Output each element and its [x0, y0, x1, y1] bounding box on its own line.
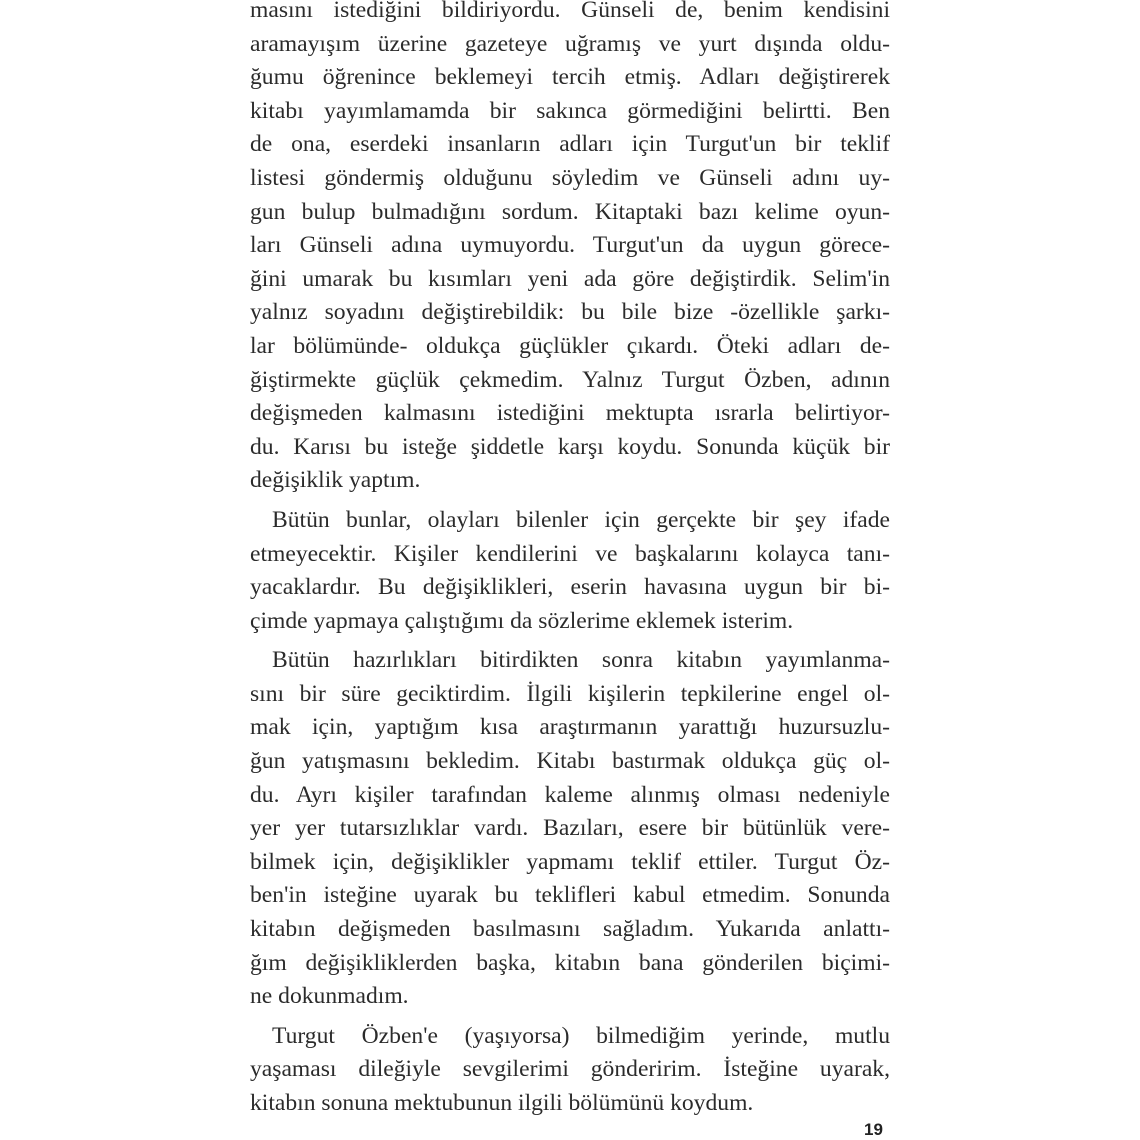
text-line: bilmek için, değişiklikler yapmamı teklif ettiler. Turgut Öz- — [250, 848, 890, 875]
text-line: yacaklardır. Bu değişiklikleri, eserin havasına uygun bir bi- — [250, 574, 890, 601]
text-line: ne dokunmadım. — [250, 983, 409, 1010]
text-line: mak için, yaptığım kısa araştırmanın yarattığı huzursuzlu- — [250, 714, 890, 741]
paragraph — [250, 644, 890, 1014]
text-line: yalnız soyadını değiştirebildik: bu bile bize -özellikle şarkı- — [250, 299, 890, 326]
text-line: ğiştirmekte güçlük çekmedim. Yalnız Turgut Özben, adının — [250, 366, 890, 393]
text-line: kitabın sonuna mektubunun ilgili bölümünü koydum. — [250, 1090, 754, 1116]
text-line: ben'in isteğine uyarak bu teklifleri kabul etmedim. Sonunda — [250, 882, 890, 909]
paragraph — [250, 504, 890, 638]
text-line: de ona, eserdeki insanların adları için Turgut'un bir teklif — [250, 131, 890, 158]
paragraph — [250, 0, 890, 498]
text-line: aramayışım üzerine gazeteye uğramış ve yurt dışında oldu- — [250, 30, 890, 57]
text-line: ları Günseli adına uymuyordu. Turgut'un da uygun görece- — [250, 232, 890, 259]
text-line: ğım değişikliklerden başka, kitabın bana gönderilen biçimi- — [250, 949, 890, 976]
text-line: du. Karısı bu isteğe şiddetle karşı koydu. Sonunda küçük bir — [250, 433, 890, 460]
text-line: sını bir süre geciktirdim. İlgili kişilerin tepkilerine engel ol- — [250, 680, 890, 707]
text-line: masını istediğini bildiriyordu. Günseli de, benim kendisini — [250, 0, 890, 23]
text-line: kitabın değişmeden basılmasını sağladım. Yukarıda anlattı- — [250, 916, 890, 943]
book-page-body — [250, 0, 890, 1127]
paragraph — [250, 1020, 890, 1121]
text-line: Turgut Özben'e (yaşıyorsa) bilmediğim yerinde, mutlu — [272, 1022, 890, 1049]
text-line: değişiklik yaptım. — [250, 467, 421, 494]
text-line: ğumu öğrenince beklemeyi tercih etmiş. Adları değiştirerek — [250, 64, 890, 91]
text-line: değişmeden kalmasını istediğini mektupta ısrarla belirtiyor- — [250, 400, 890, 427]
text-line: Bütün bunlar, olayları bilenler için gerçekte bir şey ifade — [272, 506, 890, 533]
text-line: listesi göndermiş olduğunu söyledim ve Günseli adını uy- — [250, 164, 890, 191]
text-line: ğini umarak bu kısımları yeni ada göre değiştirdik. Selim'in — [250, 265, 890, 292]
text-line: lar bölümünde- oldukça güçlükler çıkardı. Öteki adları de- — [250, 332, 890, 359]
text-line: çimde yapmaya çalıştığımı da sözlerime eklemek isterim. — [250, 607, 794, 634]
page-number: 19 — [864, 1120, 883, 1139]
text-line: yaşaması dileğiyle sevgilerimi gönderirim. İsteğine uyarak, — [250, 1056, 890, 1083]
text-line: ğun yatışmasını bekledim. Kitabı bastırmak oldukça güç ol- — [250, 748, 890, 775]
text-line: yer yer tutarsızlıklar vardı. Bazıları, esere bir bütünlük vere- — [250, 815, 890, 842]
text-line: gun bulup bulmadığını sordum. Kitaptaki bazı kelime oyun- — [250, 198, 890, 225]
text-line: du. Ayrı kişiler tarafından kaleme alınmış olması nedeniyle — [250, 781, 890, 808]
text-line: etmeyecektir. Kişiler kendilerini ve başkalarını kolayca tanı- — [250, 540, 890, 567]
text-line: kitabı yayımlamamda bir sakınca görmediğini belirtti. Ben — [250, 97, 890, 124]
text-line: Bütün hazırlıkları bitirdikten sonra kitabın yayımlanma- — [272, 647, 890, 674]
